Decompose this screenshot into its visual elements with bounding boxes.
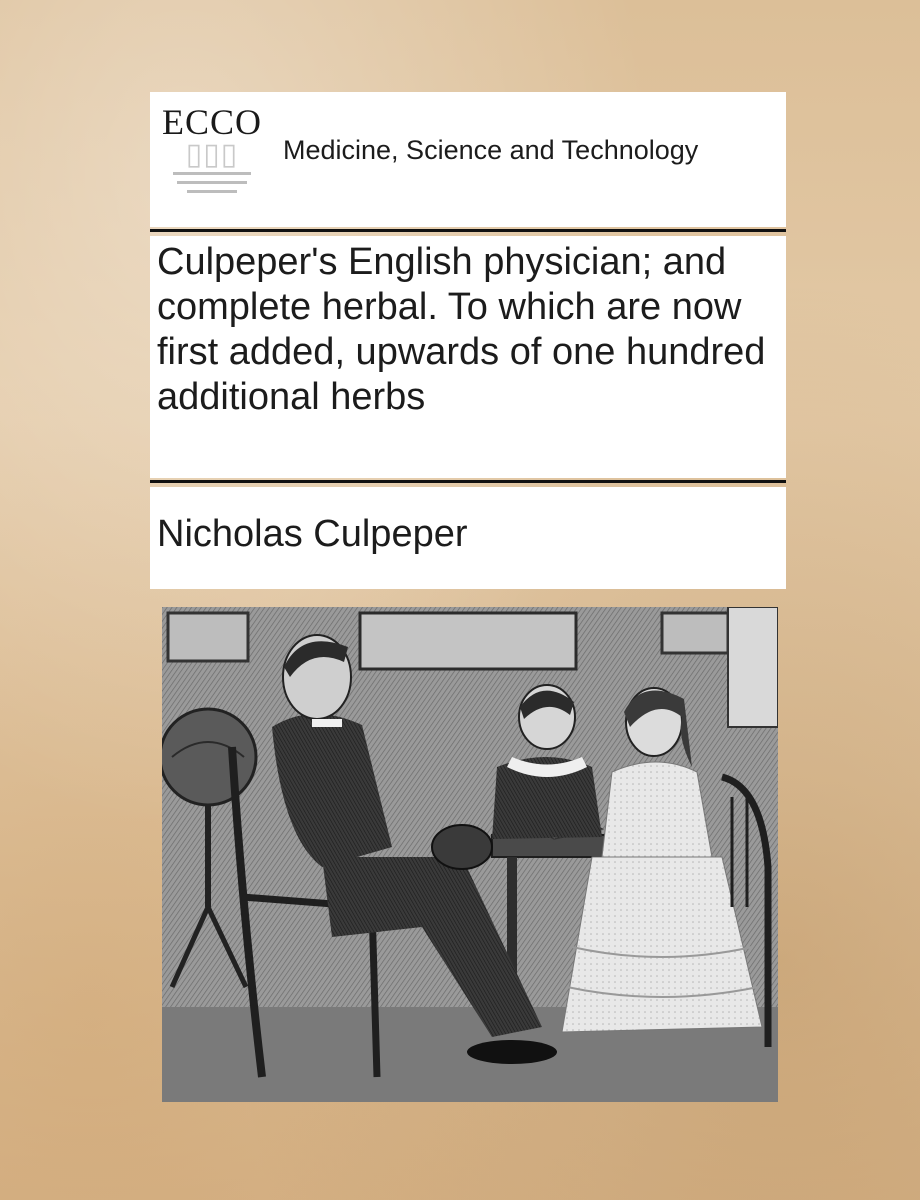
engraving-scene [162,607,778,1102]
top-hat [432,825,492,869]
wall-map [360,613,576,669]
logo-wordmark: ECCO [162,102,263,142]
wall-frame [168,613,248,661]
book-author: Nicholas Culpeper [157,513,468,555]
globe [162,709,256,805]
girl-bodice [602,762,712,857]
logo-reflection: ▯▯▯ [185,138,239,171]
ecco-logo-icon [162,102,262,214]
book-title: Culpeper's English physician; and complete herbal. To which are now first added, upwards of one hundred additional herbs [157,241,766,418]
series-title: Medicine, Science and Technology [283,135,699,165]
logo-fine-print [170,172,254,199]
man-shoe [467,1040,557,1064]
window [728,607,778,727]
wall-frame [662,613,728,653]
divider-rule [150,480,786,483]
divider-rule [150,229,786,232]
cover-illustration [162,607,778,1102]
